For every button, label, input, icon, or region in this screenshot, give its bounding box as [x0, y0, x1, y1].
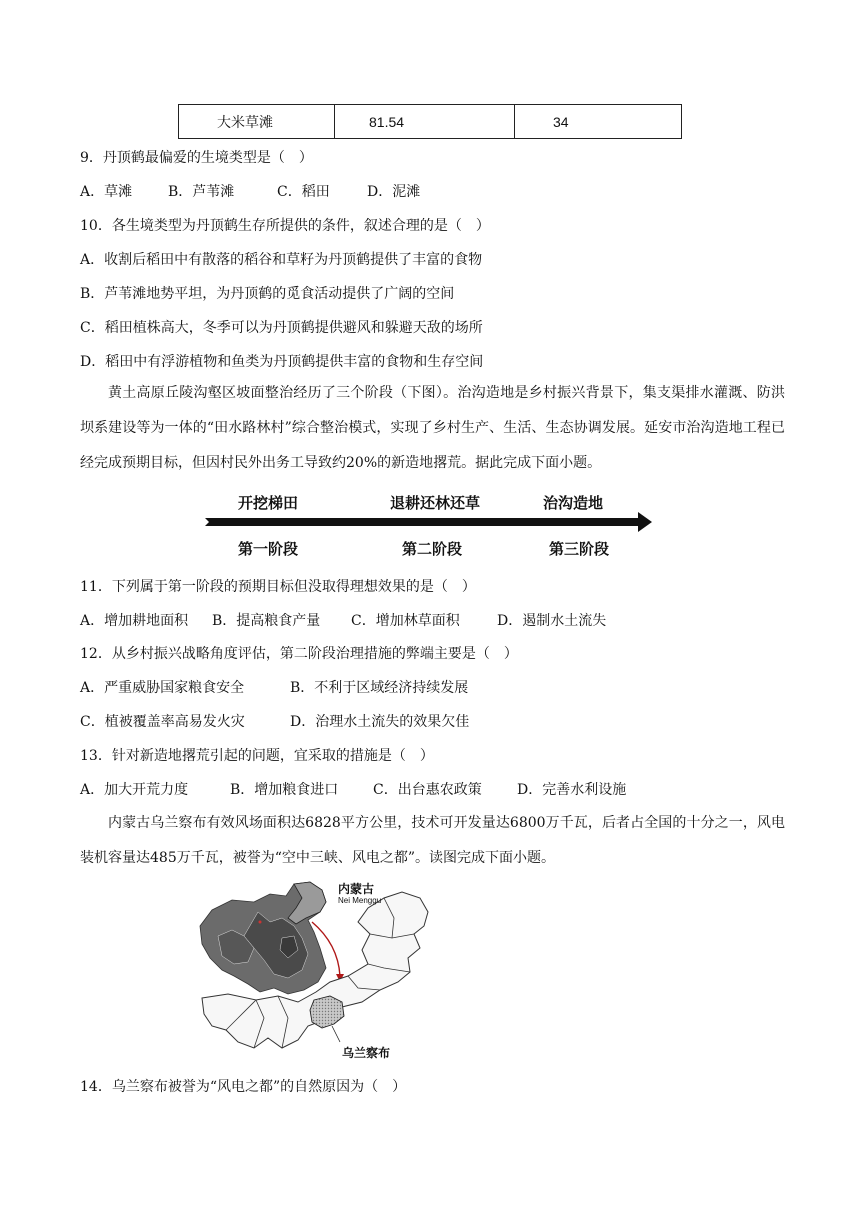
q9-option-a: A．草滩 — [80, 184, 133, 200]
q12-option-c: C．植被覆盖率高易发火灾 — [80, 714, 245, 730]
habitat-area-cell: 81.54 — [335, 105, 515, 138]
q11-option-a: A．增加耕地面积 — [80, 613, 189, 629]
q13-option-c: C．出台惠农政策 — [373, 782, 482, 798]
inner-mongolia-map-figure — [198, 878, 498, 1068]
q12-stem: 12．从乡村振兴战略角度评估，第二阶段治理措施的弊端主要是（ ） — [80, 646, 518, 662]
q11-option-d: D．遏制水土流失 — [497, 613, 607, 629]
q12-option-b: B．不利于区域经济持续发展 — [290, 680, 469, 696]
passage-loess-plateau: 黄土高原丘陵沟壑区坡面整治经历了三个阶段（下图）。治沟造地是乡村振兴背景下，集支渠排水灌溉、防洪坝系建设等为一体的“田水路林村”综合整治模式，实现了乡村生产、生活、生态协调发展。延安市治沟造地工程已经完成预期目标，但因村民外出务工导致约20%的新造地撂荒。据此完成下面小题。 — [80, 385, 785, 471]
passage-ulanqab-wind: 内蒙古乌兰察布有效风场面积达6828平方公里，技术可开发量达6800万千瓦，后者占全国的十分之一，风电装机容量达485万千瓦，被誉为“空中三峡、风电之都”。读图完成下面小题。 — [80, 815, 785, 866]
habitat-table-row — [178, 104, 682, 139]
q14-stem: 14．乌兰察布被誉为“风电之都”的自然原因为（ ） — [80, 1079, 407, 1095]
timeline-measure-1: 开挖梯田 — [238, 494, 299, 512]
habitat-name-cell: 大米草滩 — [179, 105, 335, 138]
q9-option-c: C．稻田 — [277, 184, 330, 200]
map-label-inner-mongolia: 内蒙古 — [338, 882, 375, 896]
q10-option-c: C．稻田植株高大，冬季可以为丹顶鹤提供避风和躲避天敌的场所 — [80, 320, 483, 336]
china-map — [198, 878, 498, 1068]
map-label-ulanqab: 乌兰察布 — [342, 1046, 391, 1060]
q9-option-b: B．芦苇滩 — [168, 184, 235, 200]
q11-option-c: C．增加林草面积 — [351, 613, 460, 629]
timeline-measure-2: 退耕还林还草 — [390, 494, 481, 512]
q13-stem: 13．针对新造地撂荒引起的问题，宜采取的措施是（ ） — [80, 748, 434, 764]
q9-stem: 9．丹顶鹤最偏爱的生境类型是（ ） — [80, 150, 313, 166]
q10-option-a: A．收割后稻田中有散落的稻谷和草籽为丹顶鹤提供了丰富的食物 — [80, 252, 483, 268]
habitat-count-cell: 34 — [553, 113, 569, 130]
timeline-arrow — [200, 510, 660, 534]
q11-stem: 11．下列属于第一阶段的预期目标但没取得理想效果的是（ ） — [80, 579, 476, 595]
q13-option-d: D．完善水利设施 — [517, 782, 627, 798]
timeline-stage-1: 第一阶段 — [238, 540, 299, 558]
q9-option-d: D．泥滩 — [367, 184, 421, 200]
timeline-measure-3: 治沟造地 — [543, 494, 604, 512]
q10-option-b: B．芦苇滩地势平坦，为丹顶鹤的觅食活动提供了广阔的空间 — [80, 286, 455, 302]
map-label-nei-menggu: Nei Menggu — [338, 896, 382, 905]
q13-option-b: B．增加粮食进口 — [230, 782, 339, 798]
timeline-stage-2: 第二阶段 — [402, 540, 463, 558]
timeline-stage-3: 第三阶段 — [549, 540, 610, 558]
q12-option-d: D．治理水土流失的效果欠佳 — [290, 714, 470, 730]
q11-option-b: B．提高粮食产量 — [212, 613, 321, 629]
q10-stem: 10．各生境类型为丹顶鹤生存所提供的条件，叙述合理的是（ ） — [80, 218, 490, 234]
q12-option-a: A．严重威胁国家粮食安全 — [80, 680, 245, 696]
stage-timeline-diagram — [200, 486, 660, 566]
q10-option-d: D．稻田中有浮游植物和鱼类为丹顶鹤提供丰富的食物和生存空间 — [80, 354, 484, 370]
q13-option-a: A．加大开荒力度 — [80, 782, 189, 798]
